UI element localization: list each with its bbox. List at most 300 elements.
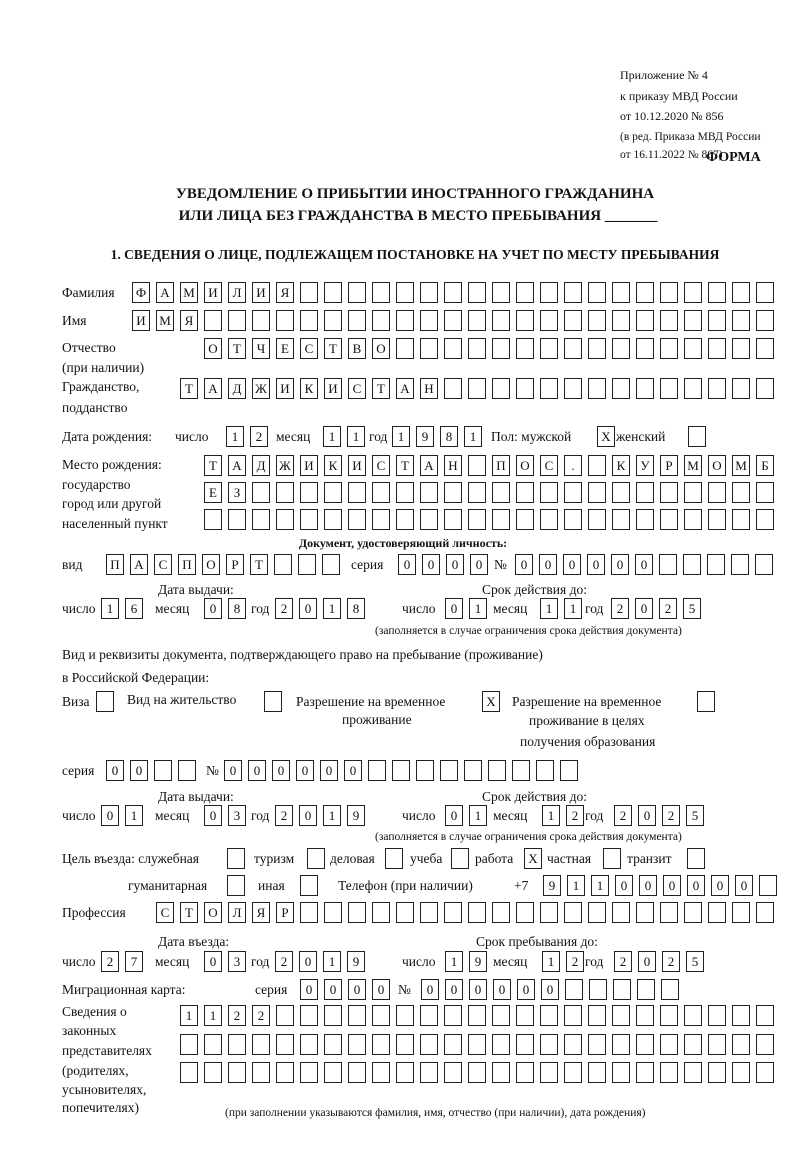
birth-month-cell[interactable]: 1: [347, 426, 365, 447]
id-number-cell[interactable]: 0: [539, 554, 557, 575]
citizenship-cell[interactable]: А: [204, 378, 222, 399]
birth-place-3-cell[interactable]: [684, 509, 702, 530]
citizenship-cell[interactable]: [612, 378, 630, 399]
legal-rep-2-cell[interactable]: [372, 1034, 390, 1055]
birth-place-2-cell[interactable]: [276, 482, 294, 503]
stay-number-cell[interactable]: 0: [344, 760, 362, 781]
id-number-cell[interactable]: [707, 554, 725, 575]
surname-cell[interactable]: [732, 282, 750, 303]
purpose-official-cell[interactable]: [227, 848, 245, 869]
birth-place-3-cell[interactable]: [612, 509, 630, 530]
patronymic-cell[interactable]: Е: [276, 338, 294, 359]
profession-cell[interactable]: [756, 902, 774, 923]
name-cell[interactable]: [276, 310, 294, 331]
legal-rep-3-cell[interactable]: [708, 1062, 726, 1083]
name-cell[interactable]: [300, 310, 318, 331]
id-issue-month-cell[interactable]: 0: [204, 598, 222, 619]
migration-number-cell[interactable]: 0: [421, 979, 439, 1000]
migration-number-cell[interactable]: 0: [469, 979, 487, 1000]
profession-cell[interactable]: [420, 902, 438, 923]
entry-month-cell[interactable]: 0: [204, 951, 222, 972]
legal-rep-2-cell[interactable]: [492, 1034, 510, 1055]
purpose-other-cell[interactable]: [300, 875, 318, 896]
legal-rep-3-cell[interactable]: [252, 1062, 270, 1083]
name-cell[interactable]: [612, 310, 630, 331]
phone-cell[interactable]: 1: [591, 875, 609, 896]
id-number-cell[interactable]: [731, 554, 749, 575]
phone-cell[interactable]: 0: [639, 875, 657, 896]
birth-place-3-cell[interactable]: [228, 509, 246, 530]
birth-place-3-cell[interactable]: [516, 509, 534, 530]
patronymic-cell[interactable]: [420, 338, 438, 359]
profession-cell[interactable]: [660, 902, 678, 923]
birth-month-cell[interactable]: 1: [323, 426, 341, 447]
citizenship-cell[interactable]: [492, 378, 510, 399]
profession-cell[interactable]: [588, 902, 606, 923]
surname-cell[interactable]: [684, 282, 702, 303]
legal-rep-1-cell[interactable]: [732, 1005, 750, 1026]
birth-place-2-cell[interactable]: [636, 482, 654, 503]
citizenship-cell[interactable]: Т: [180, 378, 198, 399]
birth-place-2-cell[interactable]: [492, 482, 510, 503]
birth-year-cell[interactable]: 9: [416, 426, 434, 447]
stay-number-cell[interactable]: [368, 760, 386, 781]
birth-place-1-cell[interactable]: О: [708, 455, 726, 476]
birth-place-3-cell[interactable]: [444, 509, 462, 530]
birth-place-2-cell[interactable]: [756, 482, 774, 503]
patronymic-cell[interactable]: [660, 338, 678, 359]
birth-place-3-cell[interactable]: [396, 509, 414, 530]
migration-number-cell[interactable]: 0: [541, 979, 559, 1000]
id-series-cell[interactable]: 0: [398, 554, 416, 575]
visa-cell[interactable]: [96, 691, 114, 712]
legal-rep-1-cell[interactable]: [756, 1005, 774, 1026]
surname-cell[interactable]: [396, 282, 414, 303]
citizenship-cell[interactable]: [444, 378, 462, 399]
birth-place-1-cell[interactable]: И: [300, 455, 318, 476]
citizenship-cell[interactable]: Д: [228, 378, 246, 399]
sex-female-cell[interactable]: [688, 426, 706, 447]
stay-until-month-cell[interactable]: 2: [566, 951, 584, 972]
migration-number-cell[interactable]: [565, 979, 583, 1000]
name-cell[interactable]: И: [132, 310, 150, 331]
birth-place-1-cell[interactable]: Ж: [276, 455, 294, 476]
legal-rep-3-cell[interactable]: [756, 1062, 774, 1083]
stay-valid-month-cell[interactable]: 1: [542, 805, 560, 826]
stay-issue-year-cell[interactable]: 9: [347, 805, 365, 826]
birth-place-3-cell[interactable]: [276, 509, 294, 530]
id-issue-year-cell[interactable]: 8: [347, 598, 365, 619]
birth-place-2-cell[interactable]: [324, 482, 342, 503]
birth-place-2-cell[interactable]: [612, 482, 630, 503]
name-cell[interactable]: [588, 310, 606, 331]
migration-number-cell[interactable]: [637, 979, 655, 1000]
birth-place-2-cell[interactable]: [516, 482, 534, 503]
purpose-study-cell[interactable]: [451, 848, 469, 869]
id-issue-day-cell[interactable]: 1: [101, 598, 119, 619]
citizenship-cell[interactable]: [468, 378, 486, 399]
birth-place-3-cell[interactable]: [540, 509, 558, 530]
patronymic-cell[interactable]: [540, 338, 558, 359]
stay-valid-year-cell[interactable]: 0: [638, 805, 656, 826]
legal-rep-3-cell[interactable]: [372, 1062, 390, 1083]
surname-cell[interactable]: И: [252, 282, 270, 303]
birth-place-1-cell[interactable]: С: [372, 455, 390, 476]
legal-rep-1-cell[interactable]: [492, 1005, 510, 1026]
legal-rep-2-cell[interactable]: [444, 1034, 462, 1055]
birth-place-2-cell[interactable]: [252, 482, 270, 503]
birth-place-1-cell[interactable]: С: [540, 455, 558, 476]
purpose-humanitarian-cell[interactable]: [227, 875, 245, 896]
id-series-cell[interactable]: 0: [422, 554, 440, 575]
stay-until-day-cell[interactable]: 1: [445, 951, 463, 972]
patronymic-cell[interactable]: О: [372, 338, 390, 359]
legal-rep-2-cell[interactable]: [204, 1034, 222, 1055]
migration-number-cell[interactable]: 0: [493, 979, 511, 1000]
legal-rep-3-cell[interactable]: [300, 1062, 318, 1083]
profession-cell[interactable]: [324, 902, 342, 923]
stay-issue-month-cell[interactable]: 3: [228, 805, 246, 826]
citizenship-cell[interactable]: А: [396, 378, 414, 399]
id-issue-year-cell[interactable]: 0: [299, 598, 317, 619]
citizenship-cell[interactable]: Н: [420, 378, 438, 399]
birth-place-3-cell[interactable]: [492, 509, 510, 530]
migration-number-cell[interactable]: [661, 979, 679, 1000]
birth-place-3-cell[interactable]: [708, 509, 726, 530]
id-number-cell[interactable]: 0: [563, 554, 581, 575]
patronymic-cell[interactable]: [636, 338, 654, 359]
birth-place-2-cell[interactable]: [732, 482, 750, 503]
legal-rep-2-cell[interactable]: [564, 1034, 582, 1055]
citizenship-cell[interactable]: [684, 378, 702, 399]
birth-place-1-cell[interactable]: Н: [444, 455, 462, 476]
patronymic-cell[interactable]: [444, 338, 462, 359]
name-cell[interactable]: [228, 310, 246, 331]
id-valid-year-cell[interactable]: 2: [611, 598, 629, 619]
legal-rep-3-cell[interactable]: [324, 1062, 342, 1083]
id-valid-year-cell[interactable]: 0: [635, 598, 653, 619]
stay-number-cell[interactable]: [464, 760, 482, 781]
name-cell[interactable]: [660, 310, 678, 331]
temp-residence-edu-cell[interactable]: [697, 691, 715, 712]
legal-rep-2-cell[interactable]: [636, 1034, 654, 1055]
stay-valid-year-cell[interactable]: 5: [686, 805, 704, 826]
entry-year-cell[interactable]: 0: [299, 951, 317, 972]
stay-number-cell[interactable]: [512, 760, 530, 781]
surname-cell[interactable]: Я: [276, 282, 294, 303]
surname-cell[interactable]: [612, 282, 630, 303]
name-cell[interactable]: [372, 310, 390, 331]
patronymic-cell[interactable]: [492, 338, 510, 359]
legal-rep-3-cell[interactable]: [564, 1062, 582, 1083]
name-cell[interactable]: [708, 310, 726, 331]
phone-cell[interactable]: [759, 875, 777, 896]
legal-rep-1-cell[interactable]: 1: [180, 1005, 198, 1026]
birth-place-2-cell[interactable]: [444, 482, 462, 503]
name-cell[interactable]: Я: [180, 310, 198, 331]
stay-series-cell[interactable]: [154, 760, 172, 781]
stay-number-cell[interactable]: 0: [248, 760, 266, 781]
citizenship-cell[interactable]: С: [348, 378, 366, 399]
legal-rep-2-cell[interactable]: [228, 1034, 246, 1055]
legal-rep-2-cell[interactable]: [516, 1034, 534, 1055]
birth-year-cell[interactable]: 8: [440, 426, 458, 447]
birth-place-3-cell[interactable]: [420, 509, 438, 530]
profession-cell[interactable]: [684, 902, 702, 923]
stay-series-cell[interactable]: 0: [106, 760, 124, 781]
entry-year-cell[interactable]: 1: [323, 951, 341, 972]
birth-place-1-cell[interactable]: Р: [660, 455, 678, 476]
migration-series-cell[interactable]: 0: [300, 979, 318, 1000]
id-number-cell[interactable]: 0: [635, 554, 653, 575]
birth-place-2-cell[interactable]: [420, 482, 438, 503]
citizenship-cell[interactable]: [564, 378, 582, 399]
legal-rep-3-cell[interactable]: [492, 1062, 510, 1083]
id-issue-day-cell[interactable]: 6: [125, 598, 143, 619]
id-issue-month-cell[interactable]: 8: [228, 598, 246, 619]
stay-number-cell[interactable]: [440, 760, 458, 781]
id-valid-year-cell[interactable]: 2: [659, 598, 677, 619]
patronymic-cell[interactable]: [396, 338, 414, 359]
patronymic-cell[interactable]: [564, 338, 582, 359]
legal-rep-2-cell[interactable]: [612, 1034, 630, 1055]
surname-cell[interactable]: [516, 282, 534, 303]
legal-rep-3-cell[interactable]: [204, 1062, 222, 1083]
migration-series-cell[interactable]: 0: [372, 979, 390, 1000]
name-cell[interactable]: М: [156, 310, 174, 331]
legal-rep-3-cell[interactable]: [444, 1062, 462, 1083]
legal-rep-1-cell[interactable]: [324, 1005, 342, 1026]
legal-rep-2-cell[interactable]: [276, 1034, 294, 1055]
id-number-cell[interactable]: [755, 554, 773, 575]
purpose-tourism-cell[interactable]: [307, 848, 325, 869]
surname-cell[interactable]: А: [156, 282, 174, 303]
birth-place-3-cell[interactable]: [756, 509, 774, 530]
patronymic-cell[interactable]: Т: [324, 338, 342, 359]
birth-place-3-cell[interactable]: [252, 509, 270, 530]
citizenship-cell[interactable]: [636, 378, 654, 399]
entry-year-cell[interactable]: 2: [275, 951, 293, 972]
profession-cell[interactable]: Л: [228, 902, 246, 923]
legal-rep-3-cell[interactable]: [612, 1062, 630, 1083]
surname-cell[interactable]: [564, 282, 582, 303]
legal-rep-1-cell[interactable]: [588, 1005, 606, 1026]
id-kind-cell[interactable]: [274, 554, 292, 575]
phone-cell[interactable]: 0: [663, 875, 681, 896]
birth-place-2-cell[interactable]: З: [228, 482, 246, 503]
birth-place-3-cell[interactable]: [660, 509, 678, 530]
legal-rep-2-cell[interactable]: [708, 1034, 726, 1055]
phone-cell[interactable]: 9: [543, 875, 561, 896]
citizenship-cell[interactable]: [756, 378, 774, 399]
citizenship-cell[interactable]: К: [300, 378, 318, 399]
stay-issue-year-cell[interactable]: 1: [323, 805, 341, 826]
birth-place-1-cell[interactable]: А: [420, 455, 438, 476]
birth-place-1-cell[interactable]: М: [732, 455, 750, 476]
migration-number-cell[interactable]: [589, 979, 607, 1000]
patronymic-cell[interactable]: [516, 338, 534, 359]
birth-place-1-cell[interactable]: К: [324, 455, 342, 476]
id-valid-day-cell[interactable]: 1: [469, 598, 487, 619]
birth-place-3-cell[interactable]: [372, 509, 390, 530]
surname-cell[interactable]: [348, 282, 366, 303]
entry-year-cell[interactable]: 9: [347, 951, 365, 972]
legal-rep-1-cell[interactable]: [516, 1005, 534, 1026]
legal-rep-2-cell[interactable]: [348, 1034, 366, 1055]
birth-year-cell[interactable]: 1: [392, 426, 410, 447]
name-cell[interactable]: [684, 310, 702, 331]
name-cell[interactable]: [516, 310, 534, 331]
name-cell[interactable]: [540, 310, 558, 331]
patronymic-cell[interactable]: Т: [228, 338, 246, 359]
stay-series-cell[interactable]: 0: [130, 760, 148, 781]
legal-rep-2-cell[interactable]: [684, 1034, 702, 1055]
patronymic-cell[interactable]: [468, 338, 486, 359]
profession-cell[interactable]: [564, 902, 582, 923]
legal-rep-2-cell[interactable]: [660, 1034, 678, 1055]
legal-rep-2-cell[interactable]: [756, 1034, 774, 1055]
legal-rep-2-cell[interactable]: [540, 1034, 558, 1055]
birth-place-3-cell[interactable]: [588, 509, 606, 530]
id-issue-year-cell[interactable]: 1: [323, 598, 341, 619]
stay-until-year-cell[interactable]: 2: [614, 951, 632, 972]
id-valid-year-cell[interactable]: 5: [683, 598, 701, 619]
legal-rep-1-cell[interactable]: [372, 1005, 390, 1026]
legal-rep-1-cell[interactable]: [300, 1005, 318, 1026]
temp-residence-cell[interactable]: X: [482, 691, 500, 712]
legal-rep-2-cell[interactable]: [180, 1034, 198, 1055]
stay-until-day-cell[interactable]: 9: [469, 951, 487, 972]
citizenship-cell[interactable]: Т: [372, 378, 390, 399]
purpose-transit-cell[interactable]: [687, 848, 705, 869]
birth-place-2-cell[interactable]: [660, 482, 678, 503]
stay-valid-day-cell[interactable]: 1: [469, 805, 487, 826]
surname-cell[interactable]: [756, 282, 774, 303]
migration-series-cell[interactable]: 0: [348, 979, 366, 1000]
birth-place-3-cell[interactable]: [324, 509, 342, 530]
id-kind-cell[interactable]: А: [130, 554, 148, 575]
birth-place-3-cell[interactable]: [636, 509, 654, 530]
birth-place-1-cell[interactable]: М: [684, 455, 702, 476]
id-number-cell[interactable]: [683, 554, 701, 575]
entry-month-cell[interactable]: 3: [228, 951, 246, 972]
name-cell[interactable]: [468, 310, 486, 331]
entry-day-cell[interactable]: 7: [125, 951, 143, 972]
migration-series-cell[interactable]: 0: [324, 979, 342, 1000]
legal-rep-1-cell[interactable]: [684, 1005, 702, 1026]
surname-cell[interactable]: [708, 282, 726, 303]
legal-rep-3-cell[interactable]: [396, 1062, 414, 1083]
entry-day-cell[interactable]: 2: [101, 951, 119, 972]
id-kind-cell[interactable]: [298, 554, 316, 575]
birth-place-3-cell[interactable]: [300, 509, 318, 530]
id-kind-cell[interactable]: [322, 554, 340, 575]
profession-cell[interactable]: [348, 902, 366, 923]
phone-cell[interactable]: 0: [711, 875, 729, 896]
surname-cell[interactable]: Ф: [132, 282, 150, 303]
profession-cell[interactable]: С: [156, 902, 174, 923]
residence-permit-cell[interactable]: [264, 691, 282, 712]
stay-number-cell[interactable]: 0: [272, 760, 290, 781]
stay-number-cell[interactable]: [416, 760, 434, 781]
id-number-cell[interactable]: 0: [611, 554, 629, 575]
birth-place-2-cell[interactable]: [396, 482, 414, 503]
surname-cell[interactable]: [492, 282, 510, 303]
profession-cell[interactable]: Р: [276, 902, 294, 923]
stay-number-cell[interactable]: 0: [224, 760, 242, 781]
stay-number-cell[interactable]: 0: [320, 760, 338, 781]
legal-rep-1-cell[interactable]: [540, 1005, 558, 1026]
legal-rep-1-cell[interactable]: [660, 1005, 678, 1026]
stay-valid-year-cell[interactable]: 2: [662, 805, 680, 826]
surname-cell[interactable]: Л: [228, 282, 246, 303]
legal-rep-2-cell[interactable]: [588, 1034, 606, 1055]
phone-cell[interactable]: 0: [687, 875, 705, 896]
legal-rep-3-cell[interactable]: [228, 1062, 246, 1083]
stay-issue-month-cell[interactable]: 0: [204, 805, 222, 826]
legal-rep-2-cell[interactable]: [732, 1034, 750, 1055]
name-cell[interactable]: [204, 310, 222, 331]
profession-cell[interactable]: Я: [252, 902, 270, 923]
birth-day-cell[interactable]: 1: [226, 426, 244, 447]
legal-rep-3-cell[interactable]: [420, 1062, 438, 1083]
id-number-cell[interactable]: [659, 554, 677, 575]
legal-rep-3-cell[interactable]: [684, 1062, 702, 1083]
birth-place-2-cell[interactable]: [300, 482, 318, 503]
birth-place-1-cell[interactable]: [588, 455, 606, 476]
birth-day-cell[interactable]: 2: [250, 426, 268, 447]
citizenship-cell[interactable]: Ж: [252, 378, 270, 399]
migration-number-cell[interactable]: 0: [445, 979, 463, 1000]
id-number-cell[interactable]: 0: [587, 554, 605, 575]
legal-rep-3-cell[interactable]: [540, 1062, 558, 1083]
legal-rep-1-cell[interactable]: [564, 1005, 582, 1026]
birth-place-3-cell[interactable]: [348, 509, 366, 530]
stay-valid-day-cell[interactable]: 0: [445, 805, 463, 826]
surname-cell[interactable]: [468, 282, 486, 303]
stay-series-cell[interactable]: [178, 760, 196, 781]
citizenship-cell[interactable]: [732, 378, 750, 399]
name-cell[interactable]: [564, 310, 582, 331]
profession-cell[interactable]: [468, 902, 486, 923]
legal-rep-2-cell[interactable]: [420, 1034, 438, 1055]
birth-year-cell[interactable]: 1: [464, 426, 482, 447]
name-cell[interactable]: [324, 310, 342, 331]
profession-cell[interactable]: [516, 902, 534, 923]
surname-cell[interactable]: [420, 282, 438, 303]
phone-cell[interactable]: 0: [615, 875, 633, 896]
stay-issue-day-cell[interactable]: 0: [101, 805, 119, 826]
profession-cell[interactable]: [372, 902, 390, 923]
legal-rep-1-cell[interactable]: [396, 1005, 414, 1026]
id-valid-day-cell[interactable]: 0: [445, 598, 463, 619]
legal-rep-3-cell[interactable]: [516, 1062, 534, 1083]
birth-place-1-cell[interactable]: У: [636, 455, 654, 476]
legal-rep-3-cell[interactable]: [732, 1062, 750, 1083]
profession-cell[interactable]: [636, 902, 654, 923]
legal-rep-3-cell[interactable]: [588, 1062, 606, 1083]
legal-rep-3-cell[interactable]: [276, 1062, 294, 1083]
name-cell[interactable]: [636, 310, 654, 331]
profession-cell[interactable]: [300, 902, 318, 923]
id-kind-cell[interactable]: О: [202, 554, 220, 575]
patronymic-cell[interactable]: О: [204, 338, 222, 359]
stay-valid-year-cell[interactable]: 2: [614, 805, 632, 826]
stay-number-cell[interactable]: [488, 760, 506, 781]
birth-place-1-cell[interactable]: П: [492, 455, 510, 476]
name-cell[interactable]: [252, 310, 270, 331]
citizenship-cell[interactable]: [588, 378, 606, 399]
